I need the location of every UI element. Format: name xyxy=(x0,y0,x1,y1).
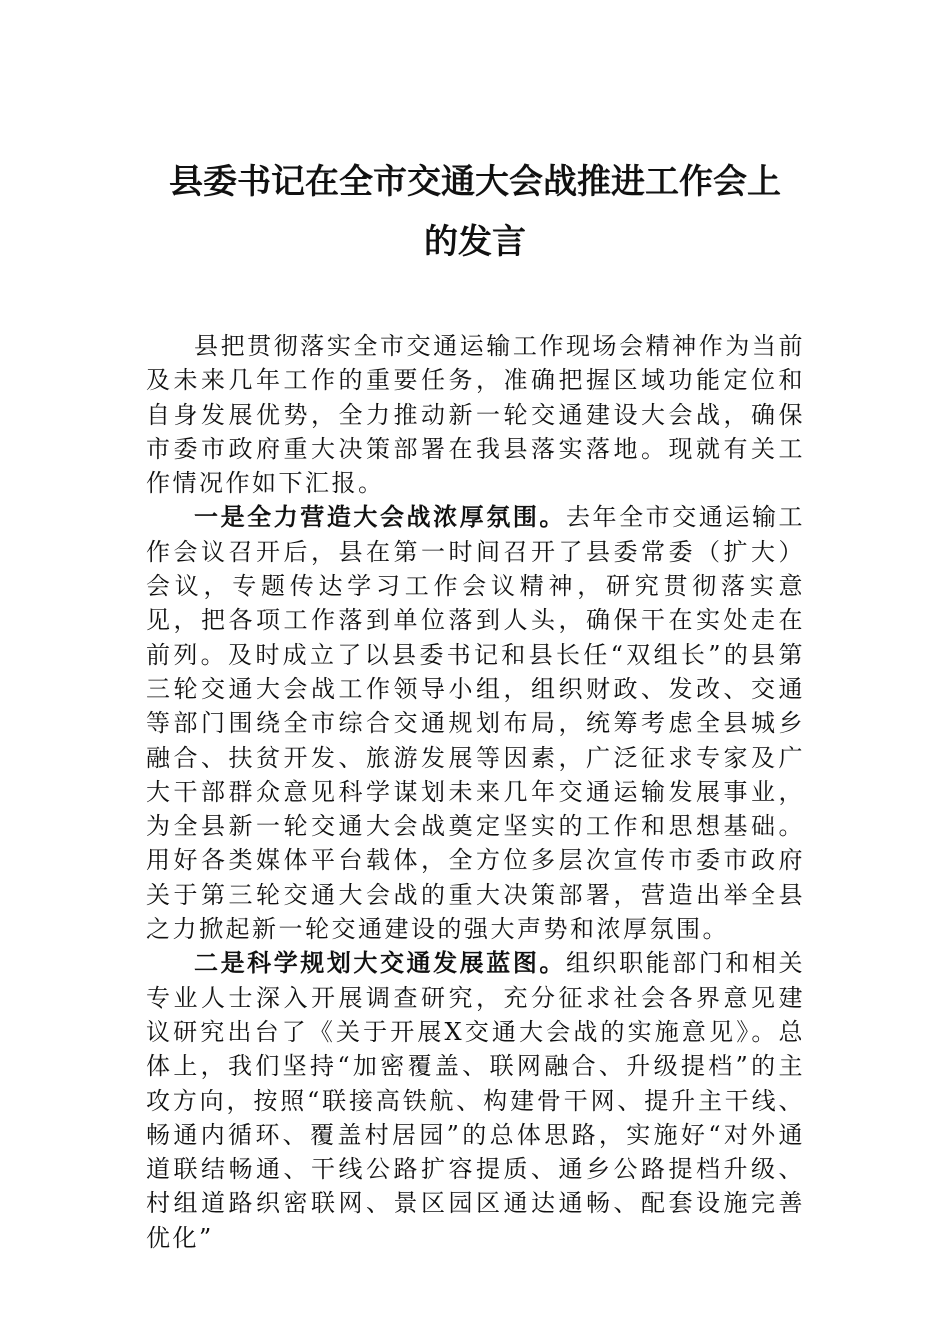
document-title-line-1: 县委书记在全市交通大会战推进工作会上 xyxy=(169,162,781,202)
section-one-heading: 一是全力营造大会战浓厚氛围。 xyxy=(194,502,566,532)
paragraph-section-two xyxy=(146,946,805,1255)
section-two-text: 组织职能部门和相关专业人士深入开展调查研究，充分征求社会各界意见建议研究出台了《关于开展X交通大会战的实施意见》。总体上，我们坚持“加密覆盖、联网融合、升级提档”的主攻方向，按照“联接高铁航、构建骨干网、提升主干线、畅通内循环、覆盖村居园”的总体思路，实施好“对外通道联结畅通、干线公路扩容提质、通乡公路提档升级、村组道路织密联网、景区园区通达通畅、配套设施完善优化” xyxy=(146,949,806,1252)
section-one-text: 去年全市交通运输工作会议召开后，县在第一时间召开了县委常委（扩大）会议，专题传达学习工作会议精神，研究贯彻落实意见，把各项工作落到单位落到人头，确保干在实处走在前列。及时成立了以县委书记和县长任“双组长”的县第三轮交通大会战工作领导小组，组织财政、发改、交通等部门围绕全市综合交通规划布局，统筹考虑全县城乡融合、扶贫开发、旅游发展等因素，广泛征求专家及广大干部群众意见科学谋划未来几年交通运输发展事业，为全县新一轮交通大会战奠定坚实的工作和思想基础。用好各类媒体平台载体，全方位多层次宣传市委市政府关于第三轮交通大会战的重大决策部署，营造出举全县之力掀起新一轮交通建设的强大声势和浓厚氛围。 xyxy=(146,503,806,944)
section-two-heading: 二是科学规划大交通发展蓝图。 xyxy=(194,948,566,978)
document-title-line-2: 的发言 xyxy=(424,222,526,262)
paragraph-intro-text: 县把贯彻落实全市交通运输工作现场会精神作为当前及未来几年工作的重要任务，准确把握区域功能定位和自身发展优势，全力推动新一轮交通建设大会战，确保市委市政府重大决策部署在我县落实落地。现就有关工作情况作如下汇报。 xyxy=(146,332,805,498)
paragraph-intro xyxy=(146,329,805,500)
paragraph-section-one xyxy=(146,500,805,946)
document-body xyxy=(146,329,805,1255)
document-title xyxy=(140,152,810,272)
